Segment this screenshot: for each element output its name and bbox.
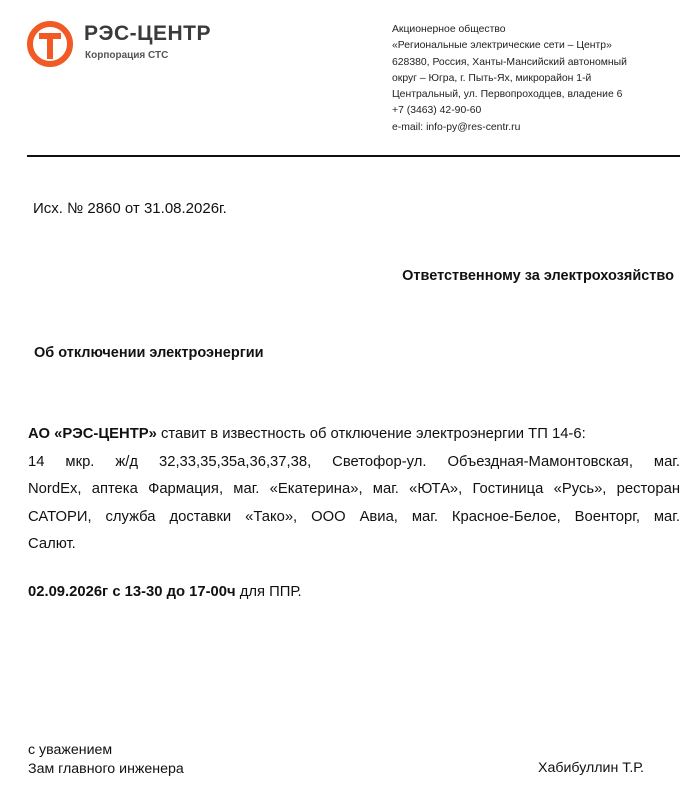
outage-time: 02.09.2026г с 13-30 до 17-00ч — [28, 584, 236, 600]
signer-position: Зам главного инженера — [28, 761, 184, 777]
org-line: «Региональные электрические сети – Центр» — [392, 40, 612, 52]
header-divider — [27, 155, 680, 157]
letter-subject: Об отключении электроэнергии — [34, 345, 264, 361]
company-name: АО «РЭС-ЦЕНТР» — [28, 426, 157, 442]
outage-reason: для ППР. — [235, 584, 302, 600]
org-line: округ – Югра, г. Пыть-Ях, микрорайон 1-й — [392, 72, 592, 84]
body-line: Салют. — [28, 536, 76, 552]
org-line: Акционерное общество — [392, 24, 506, 35]
org-line: 628380, Россия, Ханты-Мансийский автономный — [392, 56, 627, 68]
org-phone: +7 (3463) 42-90-60 — [392, 105, 482, 117]
outgoing-reference: Исх. № 2860 от 31.08.2026г. — [33, 200, 227, 217]
closing — [28, 741, 184, 779]
body-line: САТОРИ, служба доставки «Тако», ООО Авиа, маг. Красное-Белое, Военторг, маг. — [28, 508, 680, 525]
signer-name: Хабибуллин Т.Р. — [537, 760, 644, 776]
body-text: ставит в известность об отключение электроэнергии ТП 14-6: — [156, 426, 586, 442]
letter-body — [28, 421, 680, 559]
brand-name: РЭС-ЦЕНТР — [84, 22, 211, 45]
brand-subtitle: Корпорация СТС — [85, 50, 169, 61]
body-line — [28, 421, 680, 449]
closing-greeting: с уважением — [28, 742, 113, 758]
org-line: Центральный, ул. Первопроходцев, владение 6 — [392, 89, 623, 101]
outage-schedule — [28, 584, 302, 600]
organization-details — [392, 22, 692, 136]
company-logo-icon — [26, 20, 74, 68]
body-line: 14 мкр. ж/д 32,33,35,35а,36,37,38, Светофор-ул. Объездная-Мамонтовская, маг. — [28, 453, 680, 470]
addressee: Ответственному за электрохозяйство — [402, 268, 674, 284]
org-email: e-mail: info-py@res-centr.ru — [392, 121, 521, 133]
body-line: NordEx, аптека Фармация, маг. «Екатерина», маг. «ЮТА», Гостиница «Русь», ресторан — [28, 481, 680, 497]
